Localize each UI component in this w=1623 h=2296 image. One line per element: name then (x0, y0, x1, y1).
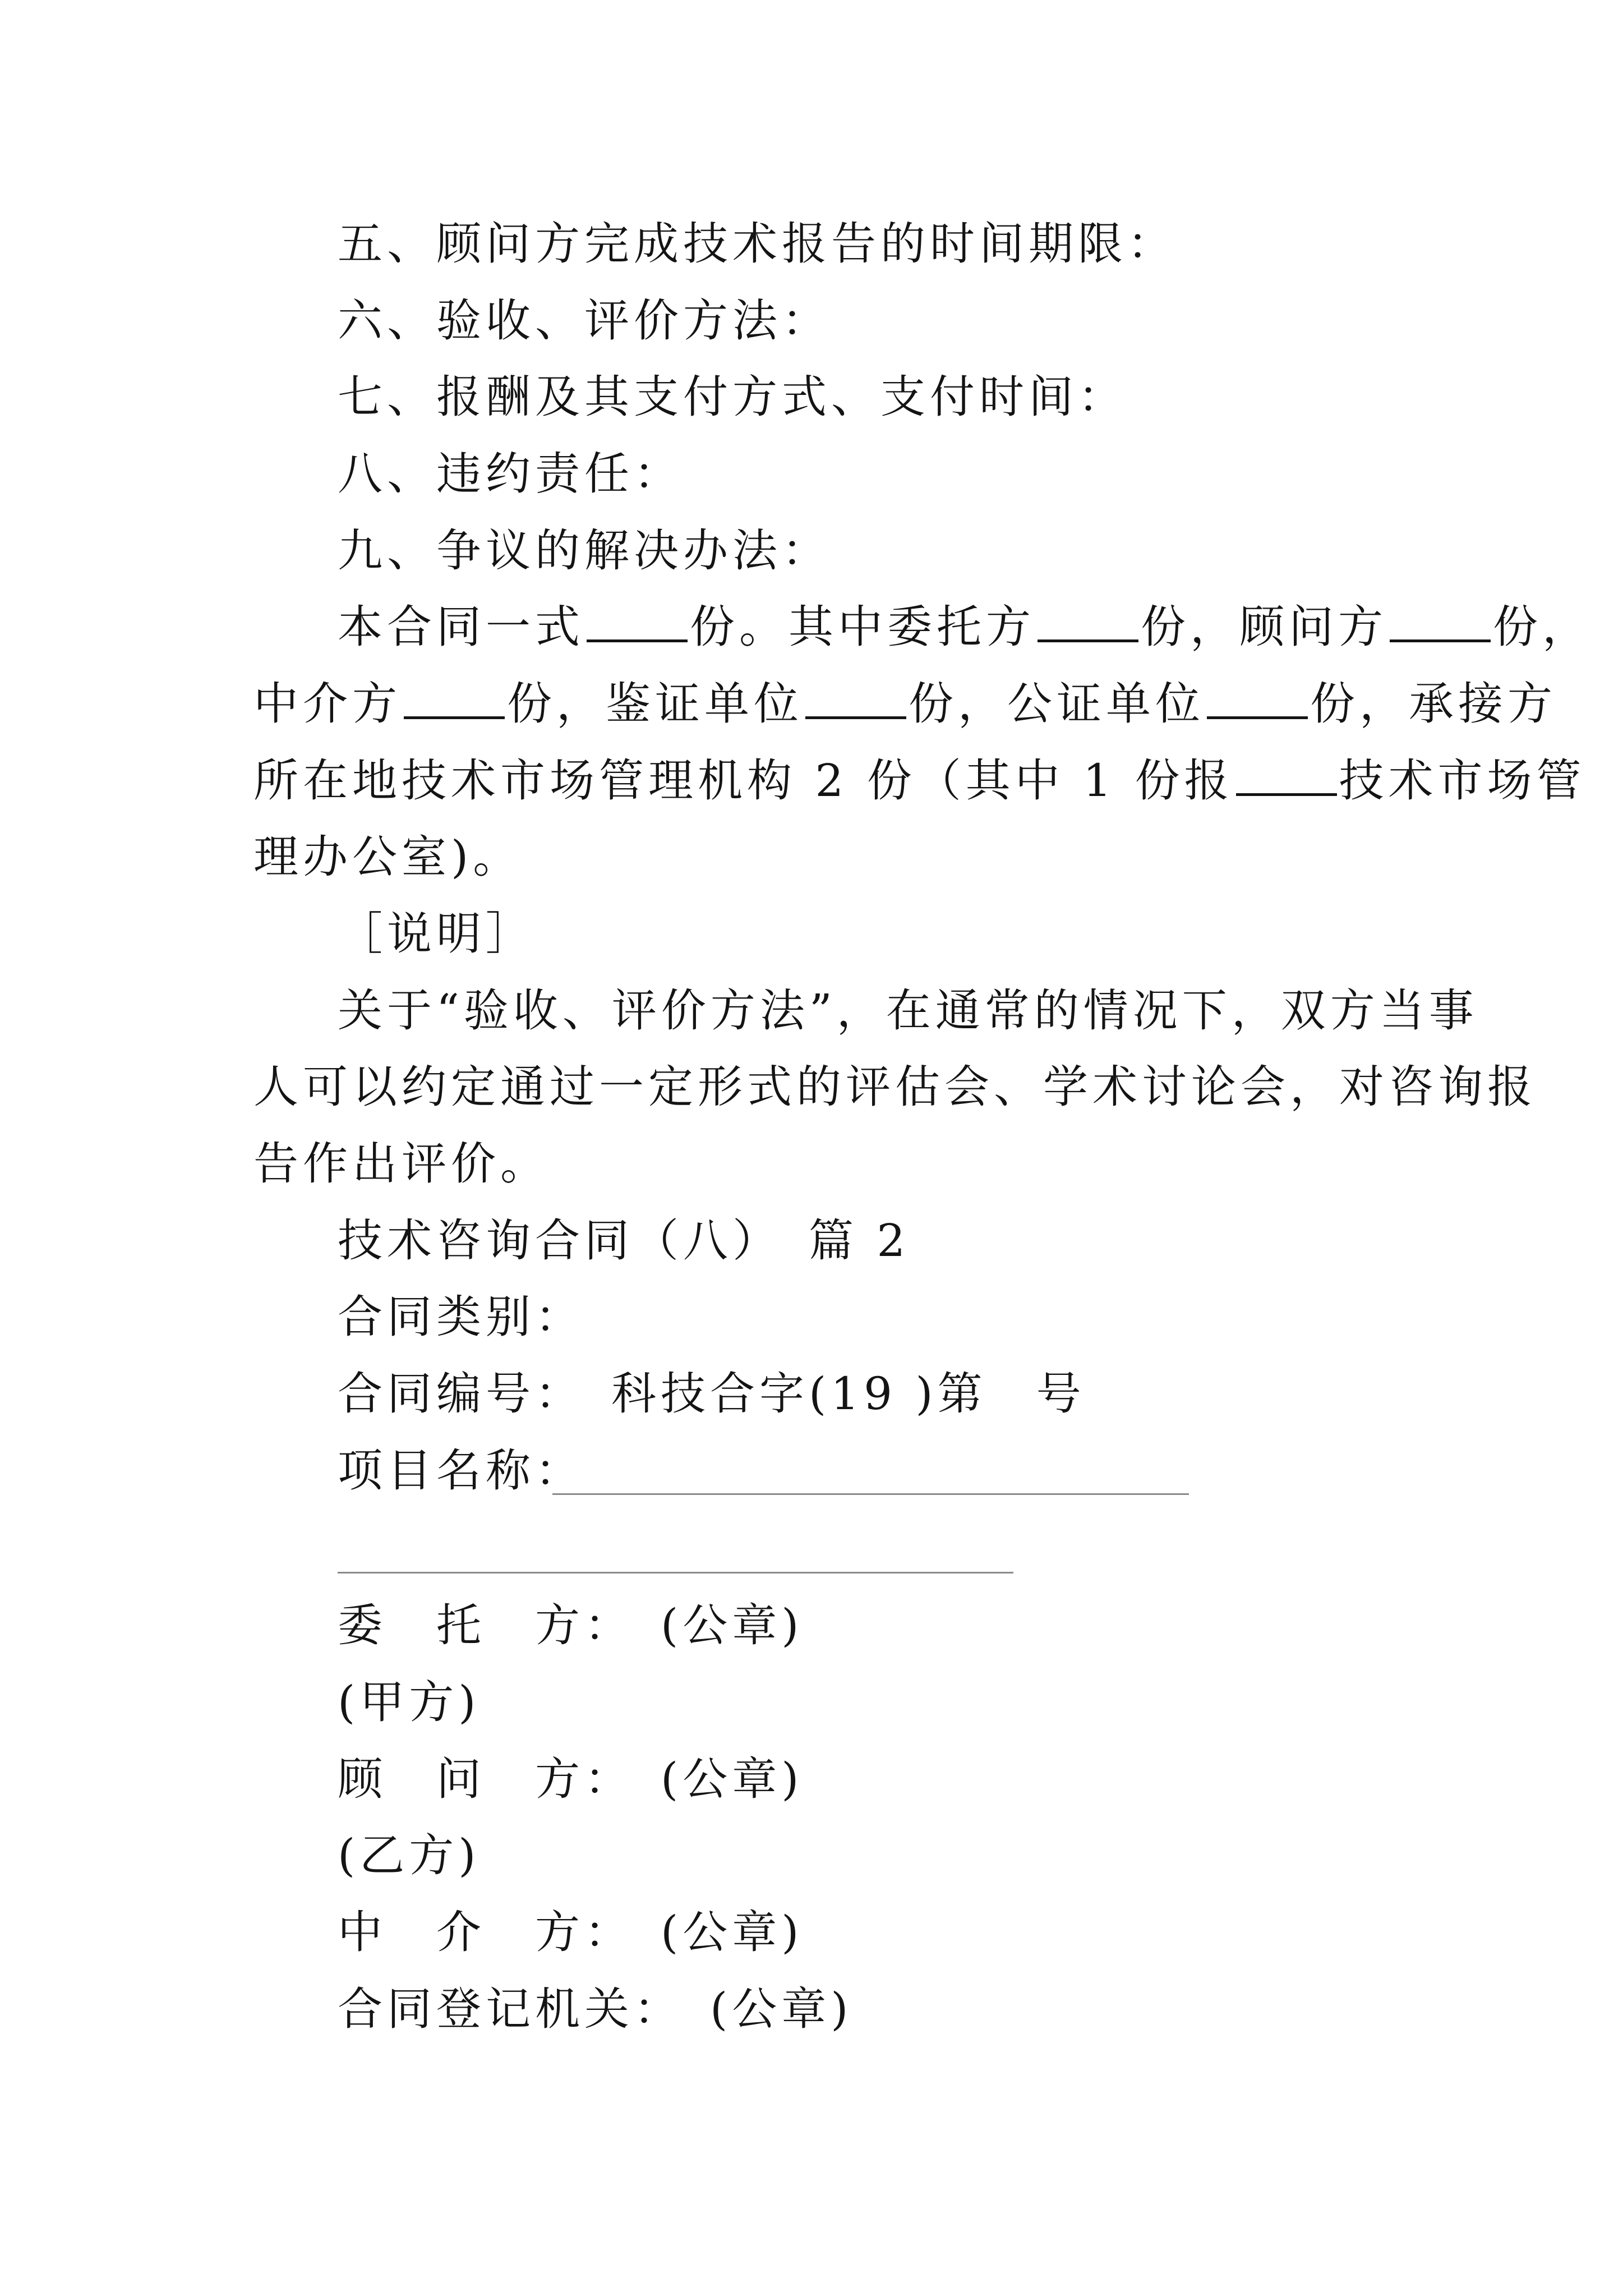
note-line-1: 关于“验收、评价方法”，在通常的情况下，双方当事 (338, 984, 1478, 1037)
blank-field (1390, 605, 1491, 642)
copies-line-3 (253, 754, 1586, 807)
blank-field (805, 682, 906, 719)
copies-text: 份，鉴证单位 (507, 678, 803, 730)
blank-field (404, 682, 505, 719)
project-name-label: 项目名称： (338, 1444, 584, 1497)
note-line-3: 告作出评价。 (253, 1138, 550, 1190)
copies-text: 所在地技术市场管理机构 2 份（其中 1 份报 (253, 754, 1234, 807)
copies-line-1 (338, 601, 1592, 653)
contract-title: 技术咨询合同（八） 篇 2 (338, 1214, 910, 1267)
clause-5: 五、顾问方完成技术报告的时间期限： (338, 218, 1177, 270)
copies-line-2 (253, 678, 1557, 730)
note-line-2: 人可以约定通过一定形式的评估会、学术讨论会，对咨询报 (253, 1061, 1537, 1113)
clause-8: 八、违约责任： (338, 448, 683, 500)
party-client: 委 托 方： (公章) (338, 1599, 804, 1651)
note-heading: ［说明］ (338, 908, 535, 960)
clause-6: 六、验收、评价方法： (338, 295, 831, 347)
copies-text: 份，公证单位 (909, 678, 1205, 730)
copies-text: 中介方 (253, 678, 402, 730)
blank-field (1038, 605, 1138, 642)
contract-category: 合同类别： (338, 1291, 584, 1343)
copies-text: 份，承接方 (1310, 678, 1557, 730)
copies-text: 份。其中委托方 (690, 601, 1035, 653)
blank-field (1236, 758, 1337, 796)
project-name-line (552, 1493, 1189, 1495)
clause-7: 七、报酬及其支付方式、支付时间： (338, 371, 1127, 423)
copies-text: 份， (1493, 601, 1592, 653)
registration-authority: 合同登记机关： (公章) (338, 1983, 853, 2035)
party-a-label: (甲方) (338, 1676, 481, 1728)
blank-field (1207, 682, 1308, 719)
contract-number: 合同编号： 科技合字(19 )第 号 (338, 1368, 1086, 1420)
party-b-label: (乙方) (338, 1829, 481, 1881)
copies-line-4: 理办公室)。 (253, 831, 523, 883)
copies-text: 本合同一式 (338, 601, 584, 653)
project-name-line-2 (338, 1572, 1013, 1573)
copies-text: 技术市场管 (1339, 754, 1586, 807)
party-intermediary: 中 介 方： (公章) (338, 1906, 804, 1958)
copies-text: 份，顾问方 (1141, 601, 1387, 653)
clause-9: 九、争议的解决办法： (338, 524, 831, 577)
party-consultant: 顾 问 方： (公章) (338, 1753, 804, 1805)
blank-field (587, 605, 688, 642)
